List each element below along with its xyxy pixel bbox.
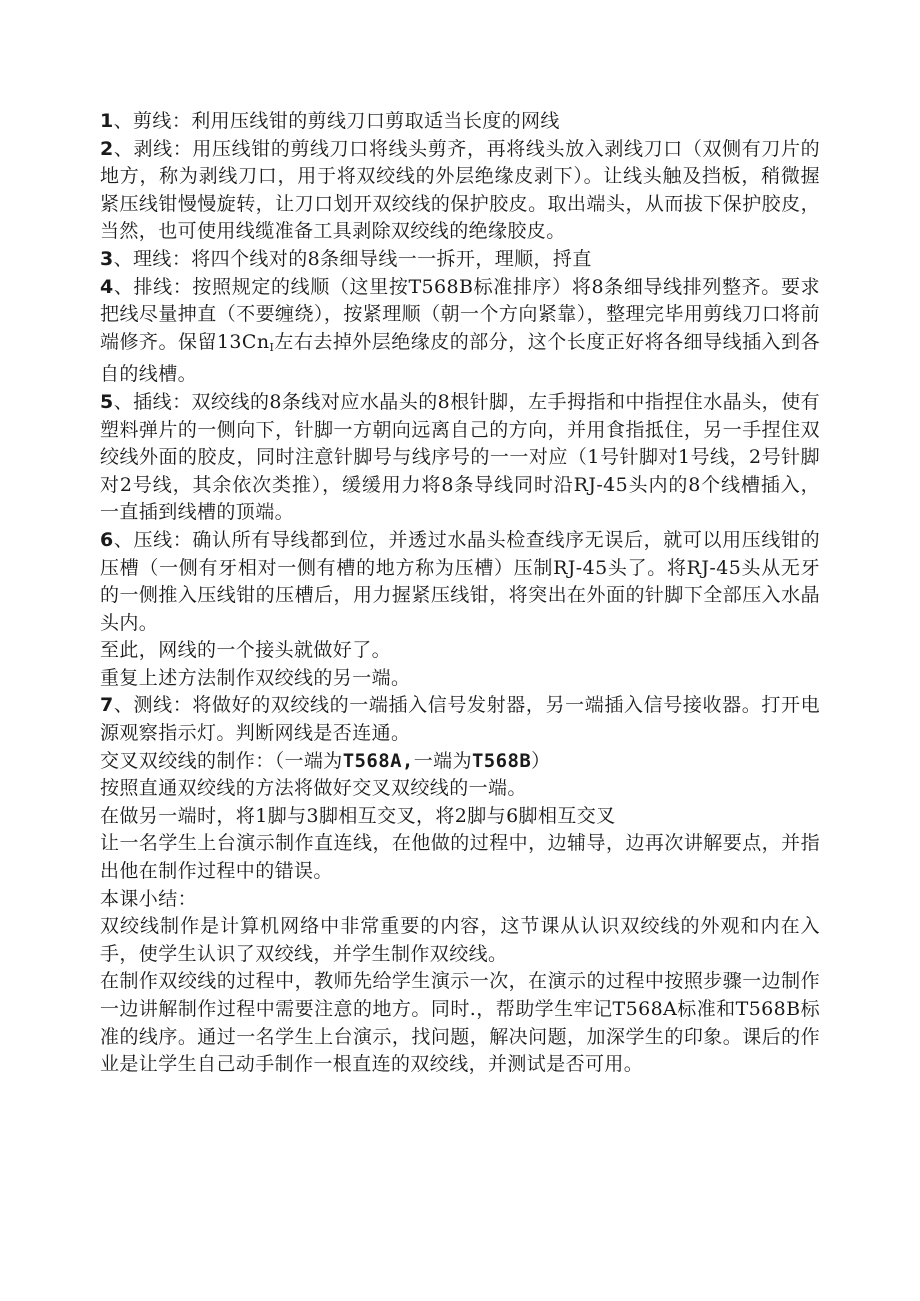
crossover-label: 交叉双绞线的制作： [100, 749, 275, 772]
step-3 [100, 246, 820, 274]
step-number: 4 [100, 275, 114, 298]
lesson-summary-heading: 本课小结： [100, 887, 198, 910]
crossover-close: ） [531, 749, 551, 772]
crossover-line-2: 在做另一端时，将1脚与3脚相互交叉，将2脚与6脚相互交叉 [100, 804, 616, 827]
step-number: 3 [100, 247, 114, 270]
step-text: 、理线：将四个线对的8条细导线一一拆开，理顺，捋直 [113, 247, 592, 270]
step-text: 、排线：按照规定的线顺（这里按T568B标准排序）将8条细导线排列整齐。要求把线尽量抻直（不要缠绕），按紧理顺（朝一个方向紧靠），整理完毕用剪线刀口将前端修齐。保留13Cn [100, 275, 820, 353]
step-text: 、压线：确认所有导线都到位，并透过水晶头检查线序无误后，就可以用压线钳的压槽（一侧有牙相对一侧有槽的地方称为压槽）压制RJ-45头了。将RJ-45头从无牙的一侧推入压线钳的压槽后，用力握紧压线钳，将突出在外面的针脚下全部压入水晶头内。 [100, 528, 820, 634]
lesson-summary-paragraph-1: 双绞线制作是计算机网络中非常重要的内容，这节课从认识双绞线的外观和内在入手，使学生认识了双绞线，并学生制作双绞线。 [100, 915, 820, 965]
step-text: 、剥线：用压线钳的剪线刀口将线头剪齐，再将线头放入剥线刀口（双侧有刀片的地方，称为剥线刀口，用于将双绞线的外层绝缘皮剥下）。让线头触及挡板，稍微握紧压线钳慢慢旋转，让刀口划开双绞线的保护胶皮。取出端头，从而拔下保护胶皮，当然，也可使用线缆准备工具剥除双绞线的绝缘胶皮。 [100, 137, 820, 243]
step-text: 、插线：双绞线的8条线对应水晶头的8根针脚，左手拇指和中指捏住水晶头，使有塑料弹片的一侧向下，针脚一方朝向远离自己的方向，并用食指抵住，另一手捏住双绞线外面的胶皮，同时注意针脚号与线序号的一一对应（1号针脚对1号线，2号针脚对2号线，其余依次类推），缓缓用力将8条导线同时沿RJ-45头内的8个线槽插入，一直插到线槽的顶端。 [100, 390, 820, 524]
lesson-summary-paragraph-2: 在制作双绞线的过程中，教师先给学生演示一次，在演示的过程中按照步骤一边制作一边讲解制作过程中需要注意的地方。同时.，帮助学生牢记T568A标准和T568B标准的线序。通过一名学生上台演示，找问题，解决问题，加深学生的印象。课后的作业是让学生自己动手制作一根直连的双绞线，并测试是否可用。 [100, 970, 820, 1076]
step-number: 1 [100, 110, 114, 132]
step-text-continued: 左右去掉外层绝缘皮的部分，这个长度正好将各细导线插入到各自的线槽。 [100, 330, 820, 386]
step-2 [100, 136, 820, 246]
step-7 [100, 692, 820, 747]
step-4 [100, 274, 820, 389]
summary-line-repeat: 重复上述方法制作双绞线的另一端。 [100, 666, 411, 689]
step-6 [100, 527, 820, 637]
step-5 [100, 389, 820, 527]
crossover-line-1: 按照直通双绞线的方法将做好交叉双绞线的一端。 [100, 777, 527, 800]
step-number: 7 [100, 694, 114, 717]
step-1 [100, 108, 820, 136]
step-number: 6 [100, 528, 114, 551]
crossover-heading [100, 748, 820, 776]
step-number: 5 [100, 390, 114, 413]
unit-subscript: I [269, 340, 275, 354]
step-text: 、剪线：利用压线钳的剪线刀口剪取适当长度的网线 [113, 110, 560, 132]
demo-paragraph: 让一名学生上台演示制作直连线，在他做的过程中，边辅导，边再次讲解要点，并指出他在制作过程中的错误。 [100, 832, 820, 883]
code-t568b: T568B [471, 749, 532, 772]
summary-line-done: 至此，网线的一个接头就做好了。 [100, 639, 392, 662]
crossover-middle: 一端为 [413, 749, 472, 772]
step-text: 、测线：将做好的双绞线的一端插入信号发射器，另一端插入信号接收器。打开电源观察指示灯。判断网线是否连通。 [100, 694, 820, 745]
crossover-open: （一端为 [274, 749, 343, 772]
code-t568a: T568A, [342, 749, 414, 772]
step-number: 2 [100, 137, 114, 160]
